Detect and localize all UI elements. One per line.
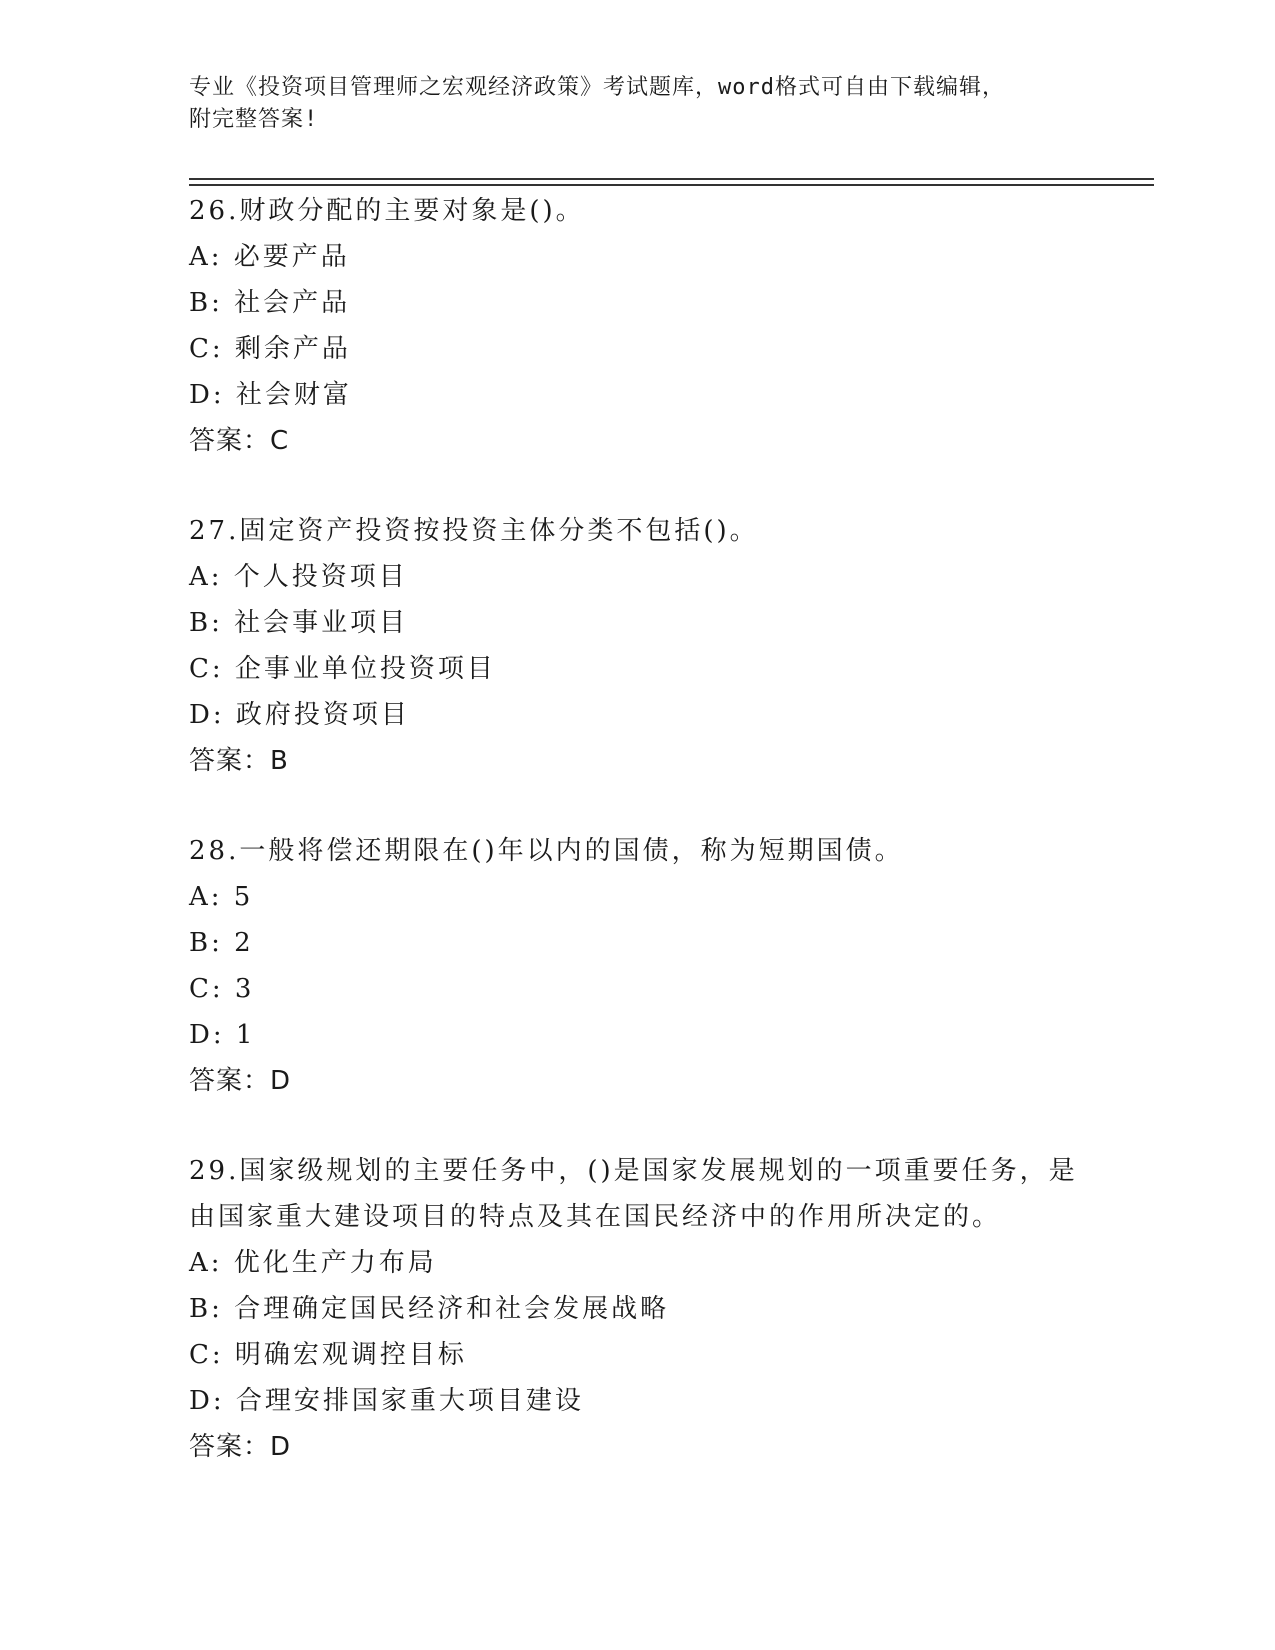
- question-stem-line-1: 29.国家级规划的主要任务中，()是国家发展规划的一项重要任务，是: [189, 1156, 1078, 1186]
- header-divider-top: [189, 178, 1154, 180]
- question-27: [189, 508, 1089, 784]
- option-b: B: 社会产品: [189, 288, 351, 318]
- question-28: [189, 828, 1089, 1104]
- question-stem-line-2: 由国家重大建设项目的特点及其在国民经济中的作用所决定的。: [189, 1202, 1002, 1232]
- option-a: A: 必要产品: [189, 242, 350, 272]
- option-b: B: 社会事业项目: [189, 608, 409, 638]
- document-header: [189, 72, 1089, 136]
- header-line-2: 附完整答案!: [189, 107, 319, 132]
- option-c: C: 企事业单位投资项目: [189, 654, 496, 684]
- option-d: D: 1: [189, 1020, 256, 1050]
- option-d: D: 政府投资项目: [189, 700, 410, 730]
- header-line-1: 专业《投资项目管理师之宏观经济政策》考试题库，word格式可自由下载编辑，: [189, 75, 1005, 100]
- option-d: D: 合理安排国家重大项目建设: [189, 1386, 584, 1416]
- option-c: C: 剩余产品: [189, 334, 351, 364]
- option-a: A: 优化生产力布局: [189, 1248, 437, 1278]
- question-29: [189, 1148, 1089, 1470]
- header-divider-bottom: [189, 184, 1154, 186]
- question-stem: 26.财政分配的主要对象是()。: [189, 196, 585, 226]
- option-a: A: 个人投资项目: [189, 562, 408, 592]
- option-b: B: 2: [189, 928, 254, 958]
- answer-label: 答案：D: [189, 1432, 292, 1462]
- question-26: [189, 188, 1089, 464]
- option-c: C: 明确宏观调控目标: [189, 1340, 467, 1370]
- option-d: D: 社会财富: [189, 380, 352, 410]
- option-c: C: 3: [189, 974, 255, 1004]
- answer-label: 答案：B: [189, 746, 289, 776]
- option-a: A: 5: [189, 882, 254, 912]
- answer-label: 答案：D: [189, 1066, 292, 1096]
- question-stem: 28.一般将偿还期限在()年以内的国债，称为短期国债。: [189, 836, 904, 866]
- question-stem: 27.固定资产投资按投资主体分类不包括()。: [189, 516, 759, 546]
- answer-label: 答案：C: [189, 426, 290, 456]
- option-b: B: 合理确定国民经济和社会发展战略: [189, 1294, 670, 1324]
